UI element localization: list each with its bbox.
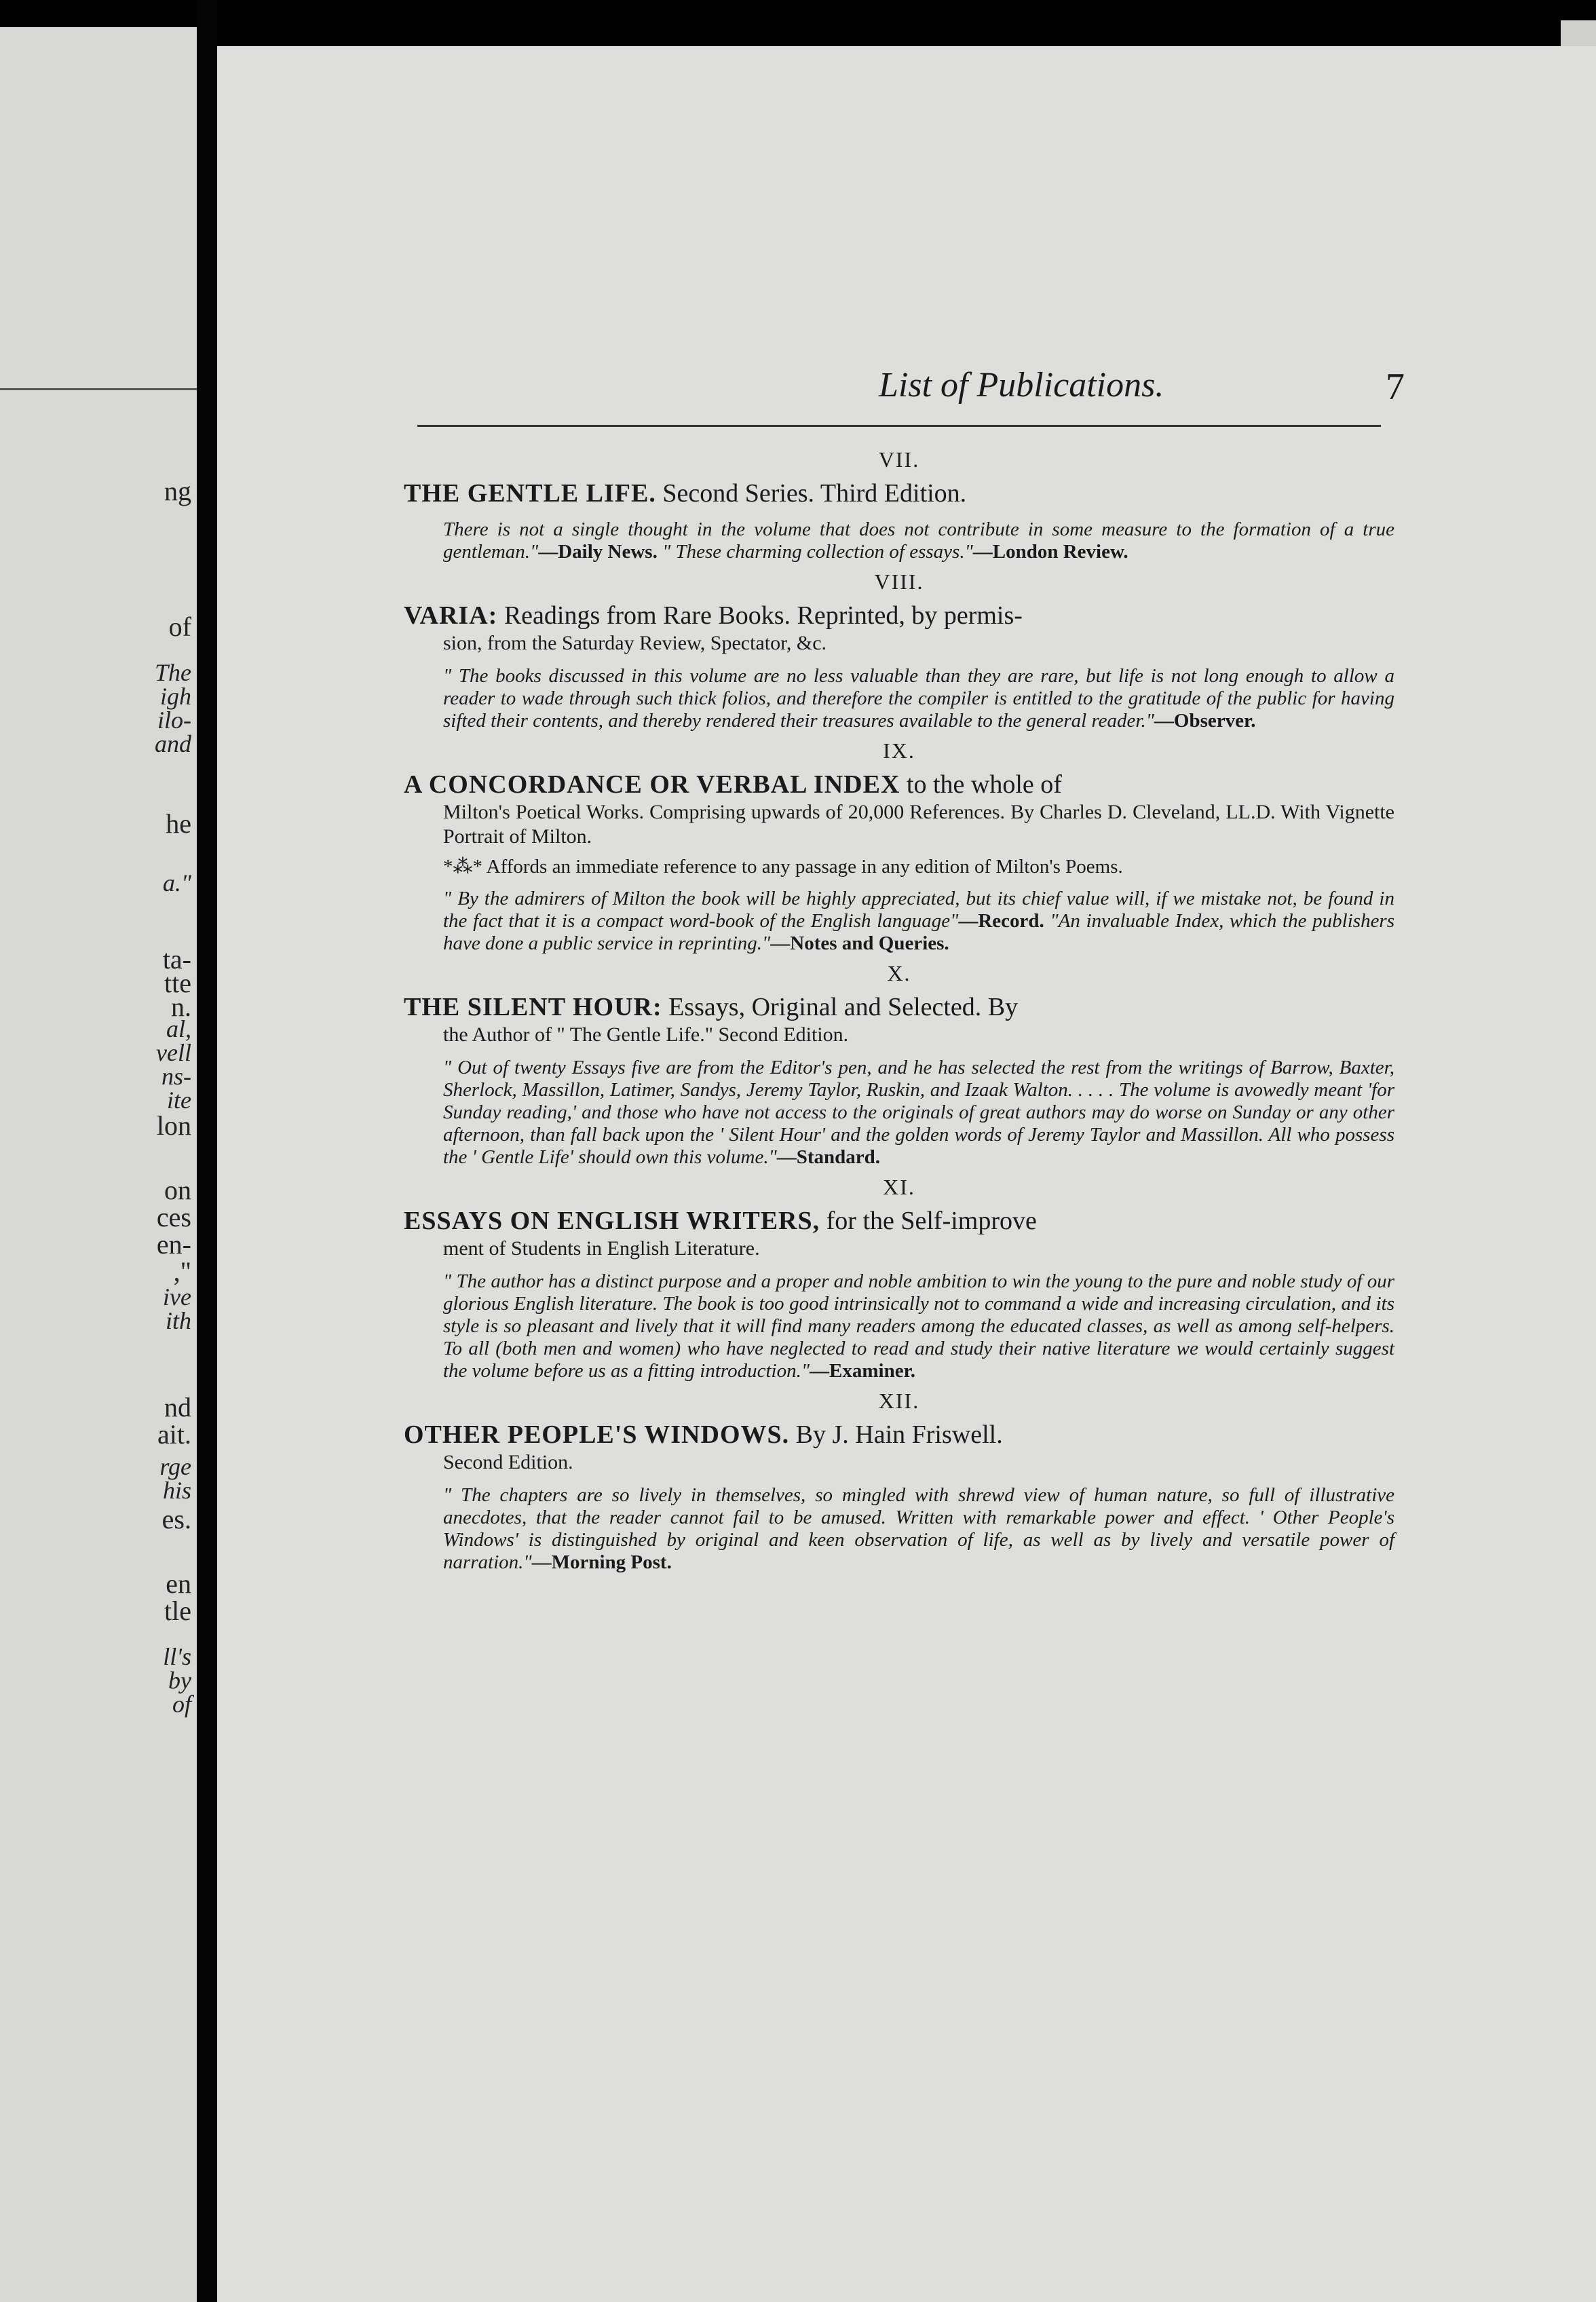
page-number: 7 bbox=[1386, 366, 1405, 408]
facing-page-text-fragment: al, bbox=[166, 1015, 191, 1042]
publication-entry bbox=[404, 960, 1394, 1169]
entry-title-caps: THE GENTLE LIFE. bbox=[404, 479, 656, 508]
facing-page-text-fragment: he bbox=[166, 808, 191, 839]
facing-page-text-fragment: of bbox=[172, 1691, 191, 1718]
entry-reviews bbox=[404, 1270, 1394, 1382]
running-title: List of Publications. bbox=[879, 366, 1164, 404]
review-source: —London Review. bbox=[972, 541, 1128, 563]
entry-title-caps: THE SILENT HOUR: bbox=[404, 993, 662, 1021]
review-quote: " The books discussed in this volume are no less valuable than they are rare, but life is not long enough to allow a reader to wade through such thick folios, and therefore the compiler is entitled to the gratitude of the public for having sifted their contents, and thereby rendered their treasures available to the general reader." bbox=[443, 665, 1394, 732]
entry-subtitle: sion, from the Saturday Review, Spectator, &c. bbox=[443, 632, 827, 654]
facing-page-text-fragment: rge bbox=[159, 1453, 191, 1480]
review-source: —Observer. bbox=[1154, 710, 1256, 732]
entry-title-caps: ESSAYS ON ENGLISH WRITERS, bbox=[404, 1207, 820, 1235]
facing-page-text-fragment: igh bbox=[159, 683, 191, 710]
facing-page-text-fragment: vell bbox=[156, 1039, 191, 1066]
facing-page-text-fragment: tte bbox=[164, 968, 191, 998]
facing-page bbox=[0, 27, 197, 2302]
entry-subtitle: the Author of " The Gentle Life." Second Edition. bbox=[443, 1023, 849, 1046]
facing-page-rule bbox=[0, 388, 197, 390]
header-rule bbox=[417, 425, 1381, 427]
entry-numeral: VIII. bbox=[874, 569, 924, 594]
entry-title-rest: Second Series. Third Edition. bbox=[656, 479, 967, 508]
entry-title bbox=[404, 769, 1394, 800]
facing-page-text-fragment: on bbox=[164, 1175, 191, 1205]
publication-entry bbox=[404, 1388, 1394, 1574]
facing-page-text-fragment: lon bbox=[156, 1110, 191, 1141]
facing-page-text-fragment: by bbox=[168, 1667, 191, 1694]
entry-numeral: X. bbox=[887, 961, 911, 985]
facing-page-text-fragment: ta- bbox=[162, 944, 191, 975]
entry-note: *⁂* Affords an immediate reference to any passage in any edition of Milton's Poems. bbox=[443, 856, 1123, 878]
facing-page-text-fragment: tle bbox=[164, 1596, 191, 1626]
review-quote: " The chapters are so lively in themselves, so mingled with shrewd view of human nature, so full of illustrative anecdotes, that the reader cannot fail to be amused. Written with remarkable power and effect. ' Other People's Windows' is distinguished by original and keen observation of life, as well as by lively and versatile power of narration." bbox=[443, 1484, 1394, 1573]
publication-entry bbox=[404, 738, 1394, 955]
publication-entry bbox=[404, 1174, 1394, 1382]
facing-page-text-fragment: ait. bbox=[157, 1419, 191, 1450]
page-header bbox=[417, 318, 1405, 406]
facing-page-text-fragment: ns- bbox=[162, 1063, 191, 1090]
facing-page-text-fragment: nd bbox=[164, 1392, 191, 1422]
review-source: —Notes and Queries. bbox=[770, 932, 949, 954]
facing-page-text-fragment: ite bbox=[167, 1087, 191, 1114]
entry-numeral: XII. bbox=[878, 1389, 920, 1413]
review-quote: " The author has a distinct purpose and a proper and noble ambition to win the young to the pure and noble study of our glorious English literature. The book is too good intrinsically not to command a wide and increasing circulation, and its style is so pleasant and lively that it will find many readers among the educated classes, as well as among self-helpers. To all (both men and women) who have neglected to read and study their native literature we would certainly suggest the volume before us as a fitting introduction." bbox=[443, 1270, 1394, 1382]
entry-title-caps: OTHER PEOPLE'S WINDOWS. bbox=[404, 1420, 790, 1449]
entry-title-caps: VARIA: bbox=[404, 601, 498, 630]
review-quote: "An invaluable Index, which the publishers have done a public service in reprinting." bbox=[443, 910, 1395, 954]
entry-title-rest: for the Self-improve bbox=[820, 1207, 1037, 1235]
facing-page-text-fragment: a." bbox=[162, 869, 191, 897]
entry-subtitle: Second Edition. bbox=[443, 1451, 573, 1473]
facing-page-text-fragment: n. bbox=[171, 992, 191, 1022]
entry-numeral: XI. bbox=[883, 1175, 915, 1199]
facing-page-text-fragment: and bbox=[155, 730, 191, 757]
entry-title bbox=[404, 992, 1394, 1023]
review-source: —Standard. bbox=[776, 1146, 881, 1168]
entry-reviews bbox=[404, 518, 1394, 563]
facing-page-text-fragment: The bbox=[155, 659, 191, 686]
review-quote: " By the admirers of Milton the book will be highly appreciated, but its chief value will, if we mistake not, be found in the fact that it is a compact word-book of the English language" bbox=[443, 888, 1394, 932]
publication-entry bbox=[404, 447, 1394, 563]
facing-page-text-fragment: ll's bbox=[163, 1643, 191, 1670]
facing-page-text-fragment: ive bbox=[163, 1283, 191, 1310]
review-source: —Record. bbox=[958, 910, 1044, 932]
facing-page-text-fragment: en bbox=[166, 1568, 191, 1599]
facing-page-text-fragment: ces bbox=[156, 1202, 191, 1232]
entry-reviews bbox=[404, 665, 1394, 732]
review-source: —Examiner. bbox=[810, 1360, 916, 1382]
review-quote: " These charming collection of essays." bbox=[662, 541, 973, 563]
entry-numeral: VII. bbox=[878, 447, 920, 472]
facing-page-text-fragment: ng bbox=[164, 476, 191, 506]
facing-page-text-fragment: of bbox=[168, 611, 191, 642]
facing-page-text-fragment: en- bbox=[156, 1229, 191, 1260]
book-gutter bbox=[197, 0, 217, 2302]
review-source: —Morning Post. bbox=[531, 1551, 672, 1573]
entry-title-rest: to the whole of bbox=[900, 770, 1062, 799]
entry-subtitle: Milton's Poetical Works. Comprising upwards of 20,000 References. By Charles D. Cleveland, LL.D. With Vignette Portrait of Milton. bbox=[443, 801, 1394, 848]
facing-page-text-fragment: ith bbox=[165, 1307, 191, 1334]
book-page bbox=[217, 46, 1596, 2302]
entry-title bbox=[404, 600, 1394, 631]
facing-page-text-fragment: ," bbox=[173, 1256, 191, 1287]
entry-numeral: IX. bbox=[883, 738, 915, 763]
entry-reviews bbox=[404, 1057, 1394, 1169]
entry-reviews bbox=[404, 888, 1394, 955]
publication-entry bbox=[404, 569, 1394, 732]
entry-title-rest: Readings from Rare Books. Reprinted, by permis- bbox=[497, 601, 1023, 630]
entry-title-caps: A CONCORDANCE OR VERBAL INDEX bbox=[404, 770, 900, 799]
review-source: —Daily News. bbox=[538, 541, 658, 563]
publication-list bbox=[404, 447, 1394, 1579]
review-quote: " Out of twenty Essays five are from the Editor's pen, and he has selected the rest from the writings of Barrow, Baxter, Sherlock, Massillon, Latimer, Sandys, Jeremy Taylor, Ruskin, and Izaak Walton. . . . . The volume is avowedly meant 'for Sunday reading,' and those who have not access to the originals of great authors may do worse on Sunday or any other afternoon, than fall back upon the ' Silent Hour' and the golden words of Jeremy Taylor and Massillon. All who possess the ' Gentle Life' should own this volume." bbox=[443, 1057, 1394, 1168]
entry-title bbox=[404, 478, 1394, 509]
entry-title bbox=[404, 1419, 1394, 1450]
facing-page-text-fragment: his bbox=[162, 1477, 191, 1504]
facing-page-text-fragment: ilo- bbox=[157, 706, 191, 734]
entry-subtitle: ment of Students in English Literature. bbox=[443, 1237, 760, 1260]
review-quote: There is not a single thought in the volume that does not contribute in some measure to the formation of a true gentleman." bbox=[443, 518, 1394, 563]
entry-title-rest: By J. Hain Friswell. bbox=[789, 1420, 1003, 1449]
entry-title-rest: Essays, Original and Selected. By bbox=[662, 993, 1019, 1021]
entry-title bbox=[404, 1205, 1394, 1237]
facing-page-text-fragment: es. bbox=[162, 1504, 191, 1534]
entry-reviews bbox=[404, 1484, 1394, 1574]
